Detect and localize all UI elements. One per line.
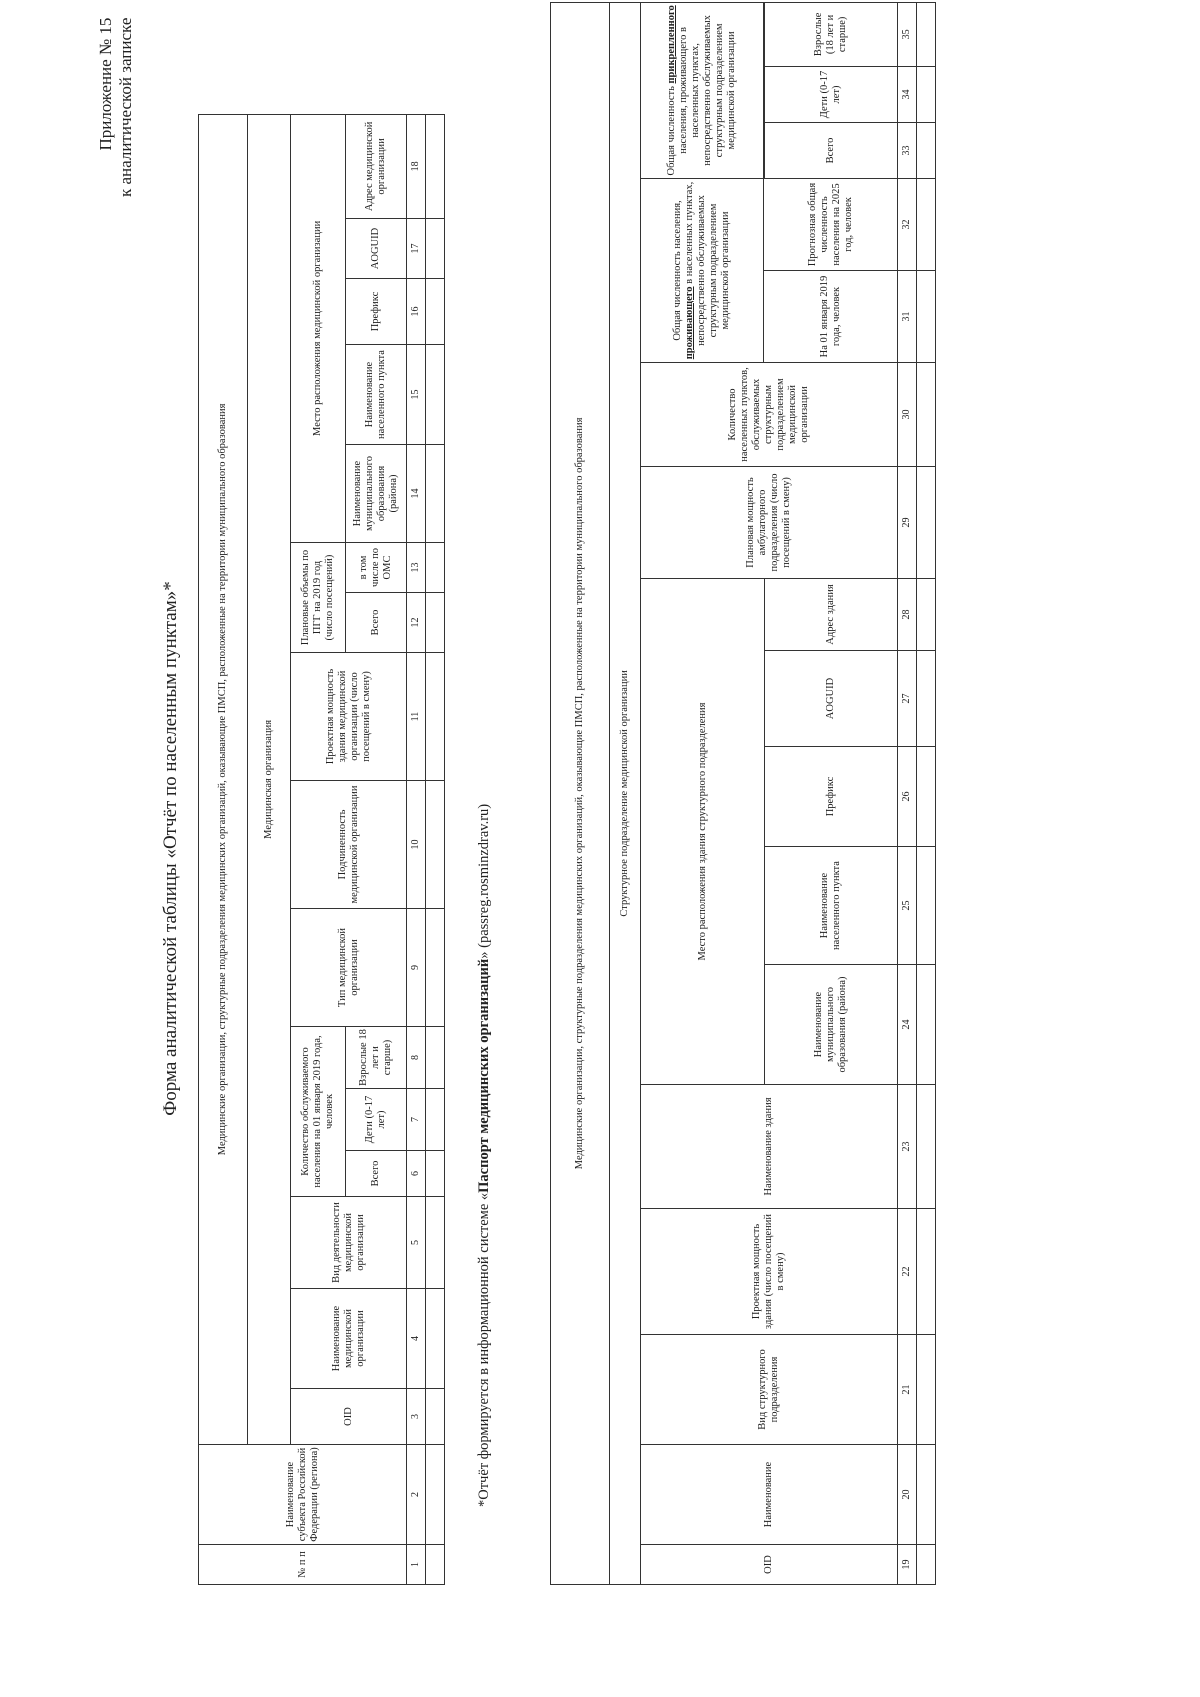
col-subordination-header: Подчиненность медицинской организации <box>291 781 407 909</box>
col-capacity-header: Проектная мощность здания (число посещений в смену) <box>641 1209 898 1335</box>
col-aoguid-header: AOGUID <box>346 219 407 279</box>
column-number: 1 <box>407 1545 426 1585</box>
column-number: 8 <box>407 1027 426 1089</box>
col-settlement-header: Наименование населенного пункта <box>346 345 407 445</box>
col-capacity-header: Проектная мощность здания медицинской организации (число посещений в смену) <box>291 653 407 781</box>
appendix-subtitle: к аналитической записке <box>116 17 135 197</box>
appendix-number: Приложение № 15 <box>96 17 115 151</box>
col-building-header: Наименование здания <box>641 1085 898 1209</box>
column-number: 30 <box>898 363 917 467</box>
col-children-header: Дети (0-17 лет) <box>765 67 898 123</box>
empty-data-row <box>917 2 936 1584</box>
col-prefix-header: Префикс <box>346 279 407 345</box>
col-total-header: Всего <box>346 1151 407 1197</box>
column-number: 2 <box>407 1445 426 1545</box>
form-title: Форма аналитической таблицы «Отчёт по населенным пунктам»* <box>160 581 181 1116</box>
footnote-system: Паспорт медицинских организаций <box>476 958 492 1193</box>
column-number: 29 <box>898 467 917 579</box>
column-number: 23 <box>898 1085 917 1209</box>
column-numbers-row <box>407 114 426 1584</box>
column-number: 33 <box>898 123 917 179</box>
col-amb-capacity-header: Плановая мощность амбулаторного подразделения (число посещений в смену) <box>641 467 898 579</box>
column-number: 26 <box>898 747 917 847</box>
col-settlements-count-header: Количество населенных пунктов, обслуживаемых структурным подразделением медицинской организации <box>641 363 898 467</box>
column-number: 20 <box>898 1445 917 1545</box>
plan-volume-header: Плановые объемы по ПГГ на 2019 год (число посещений) <box>291 543 346 653</box>
col-address-header: Адрес здания <box>765 579 898 651</box>
col-region-header: Наименование субъекта Российской Федерации (региона) <box>199 1445 407 1545</box>
group-header: Медицинские организации, структурные подразделения медицинских организаций, оказывающие ПМСП, расположенные на территории муниципального образования <box>551 2 610 1584</box>
col-total-header: Всего <box>765 123 898 179</box>
col-adults-header: Взрослые 18 лет и старше) <box>346 1027 407 1089</box>
column-number: 35 <box>898 2 917 66</box>
column-number: 28 <box>898 579 917 651</box>
col-forecast2025-header: Прогнозная общая численность населения на 2025 год, человек <box>764 179 898 271</box>
col-settlement-header: Наименование населенного пункта <box>765 847 898 965</box>
column-number: 14 <box>407 445 426 543</box>
col-children-header: Дети (0-17 лет) <box>346 1089 407 1151</box>
col-name-header: Наименование <box>641 1445 898 1545</box>
column-number: 11 <box>407 653 426 781</box>
column-number: 15 <box>407 345 426 445</box>
table-structural-subdivisions <box>550 2 936 1585</box>
col-municipality-header: Наименование муниципального образования (района) <box>765 965 898 1085</box>
building-location-header: Место расположения здания структурного подразделения <box>641 579 765 1085</box>
column-number: 21 <box>898 1335 917 1445</box>
med-org-header: Медицинская организация <box>248 114 291 1444</box>
column-number: 16 <box>407 279 426 345</box>
footnote <box>476 804 493 1507</box>
column-number: 6 <box>407 1151 426 1197</box>
column-number: 4 <box>407 1289 426 1389</box>
col-oid-header: OID <box>291 1389 407 1445</box>
footnote-prefix: *Отчёт формируется в информационной системе « <box>476 1192 492 1507</box>
appendix-label <box>96 18 136 197</box>
attached-population-header: Общая численность прикрепленного населения, проживающего в населенных пунктах, непосредственно обслуживаемых структурным подразделением медицинской организации <box>641 2 764 178</box>
col-adults-header: Взрослые (18 лет и старше) <box>765 2 898 66</box>
column-number: 9 <box>407 909 426 1027</box>
col-address-header: Адрес медицинской организации <box>346 114 407 218</box>
col-plan-total-header: Всего <box>346 593 407 653</box>
location-header: Место расположения медицинской организации <box>291 114 346 542</box>
col-aoguid-header: AOGUID <box>765 651 898 747</box>
col-number-header: № п п <box>199 1545 407 1585</box>
column-number: 31 <box>898 271 917 363</box>
col-plan-oms-header: в том числе по ОМС <box>346 543 407 593</box>
column-number: 34 <box>898 67 917 123</box>
served-population-header: Количество обслуживаемого населения на 01 января 2019 года, человек <box>291 1027 346 1197</box>
column-number: 27 <box>898 651 917 747</box>
col-oid-header: OID <box>641 1545 898 1585</box>
col-prefix-header: Префикс <box>765 747 898 847</box>
column-number: 32 <box>898 179 917 271</box>
col-activity-header: Вид деятельности медицинской организации <box>291 1197 407 1289</box>
column-number: 10 <box>407 781 426 909</box>
col-type-header: Тип медицинской организации <box>291 909 407 1027</box>
col-municipality-header: Наименование муниципального образования (района) <box>346 445 407 543</box>
col-jan2019-header: На 01 января 2019 года, человек <box>764 271 898 363</box>
empty-data-row <box>426 114 445 1584</box>
column-number: 18 <box>407 114 426 218</box>
column-number: 7 <box>407 1089 426 1151</box>
column-number: 22 <box>898 1209 917 1335</box>
column-number: 25 <box>898 847 917 965</box>
footnote-suffix: » (passreg.rosminzdrav.ru) <box>476 803 492 959</box>
column-number: 5 <box>407 1197 426 1289</box>
col-name-header: Наименование медицинской организации <box>291 1289 407 1389</box>
column-number: 12 <box>407 593 426 653</box>
living-population-header: Общая численность населения, проживающего в населенных пунктах, непосредственно обслуживаемых структурным подразделением медицинской организации <box>641 179 764 363</box>
table-medical-organizations <box>198 114 445 1585</box>
column-number: 24 <box>898 965 917 1085</box>
col-kind-header: Вид структурного подразделения <box>641 1335 898 1445</box>
column-number: 17 <box>407 219 426 279</box>
column-numbers-row <box>898 2 917 1584</box>
column-number: 3 <box>407 1389 426 1445</box>
subdivision-header: Структурное подразделение медицинской организации <box>610 2 641 1584</box>
column-number: 19 <box>898 1545 917 1585</box>
group-header: Медицинские организации, структурные подразделения медицинских организаций, оказывающие ПМСП, расположенные на территории муниципального образования <box>199 114 248 1444</box>
column-number: 13 <box>407 543 426 593</box>
